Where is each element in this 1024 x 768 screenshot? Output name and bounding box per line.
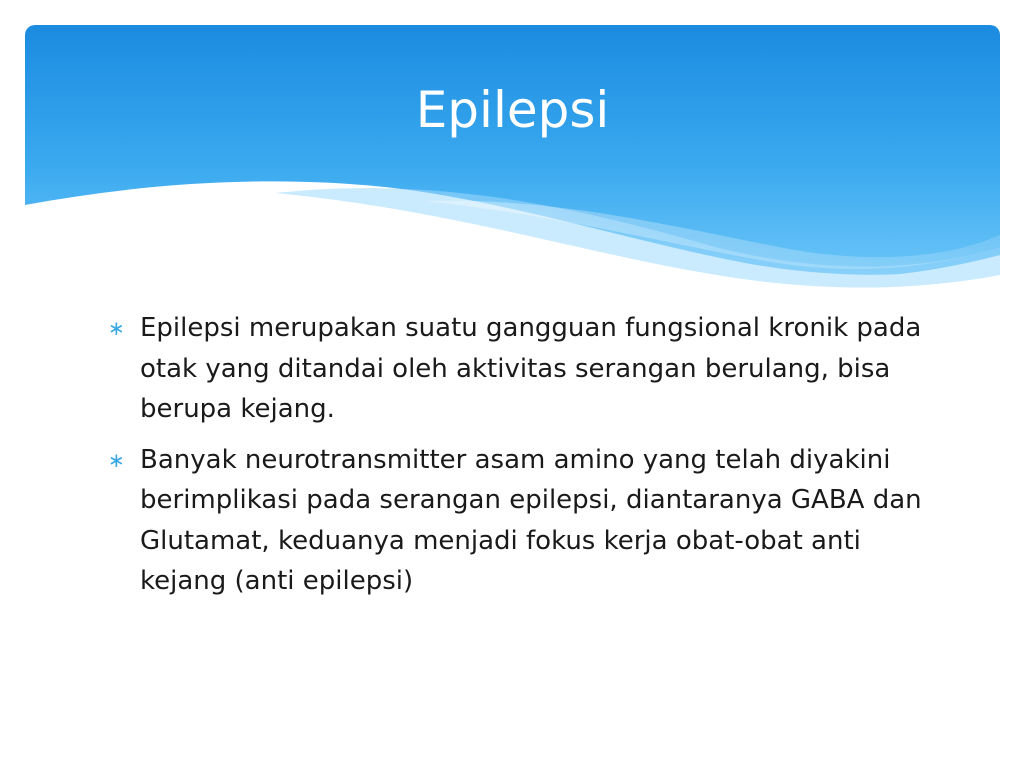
list-item xyxy=(108,308,938,430)
bullet-text: Banyak neurotransmitter asam amino yang telah diyakini berimplikasi pada serangan epilepsi, diantaranya GABA dan Glutamat, keduanya menjadi fokus kerja obat-obat anti kejang (anti epilepsi) xyxy=(140,444,922,596)
bullet-text: Epilepsi merupakan suatu gangguan fungsional kronik pada otak yang ditandai oleh aktivitas serangan berulang, bisa berupa kejang. xyxy=(140,313,922,424)
wave-background xyxy=(25,25,1000,295)
asterisk-bullet-icon: ∗ xyxy=(108,447,125,472)
list-item xyxy=(108,440,938,602)
header-banner xyxy=(25,25,1000,295)
slide-title: Epilepsi xyxy=(415,81,610,139)
bullet-list xyxy=(108,308,938,612)
asterisk-bullet-icon: ∗ xyxy=(108,316,125,340)
